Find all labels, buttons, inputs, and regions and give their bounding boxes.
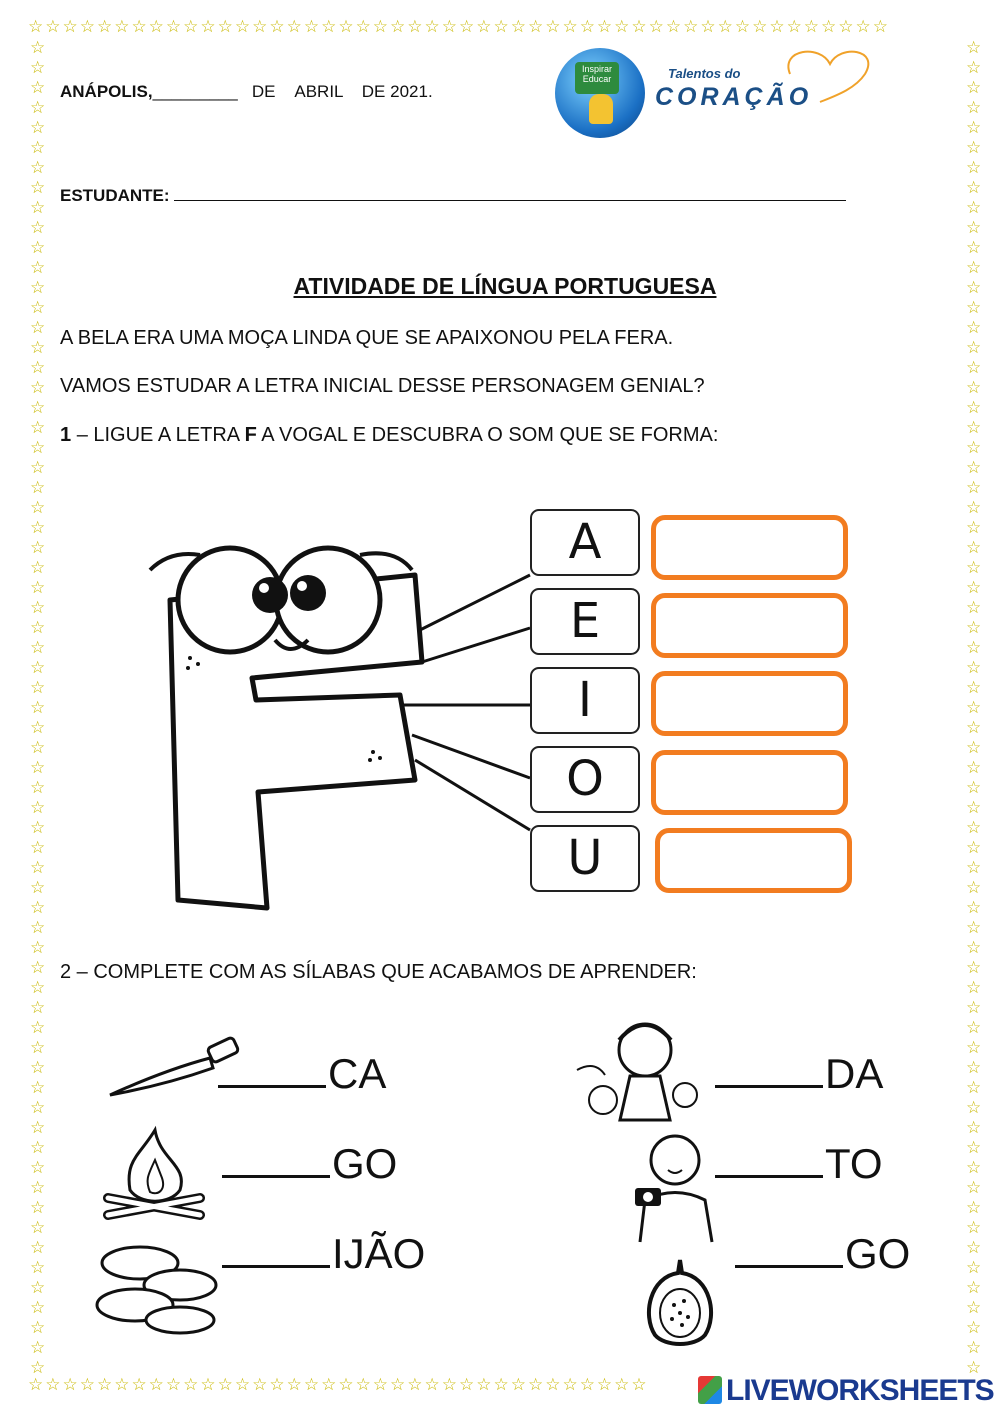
vowel-box-o: O: [530, 746, 640, 813]
brand-top-text: Talentos do: [668, 66, 741, 81]
heart-outline-icon: [780, 44, 880, 104]
star-border-left: ☆☆☆☆☆☆☆☆☆☆☆☆☆☆☆☆☆☆☆☆☆☆☆☆☆☆☆☆☆☆☆☆☆☆☆☆☆☆☆☆☆☆☆☆☆☆☆☆☆☆☆☆☆☆☆☆☆☆☆☆☆☆☆☆☆☆☆: [30, 38, 46, 1377]
word-suffix-1: CA: [328, 1050, 387, 1097]
footer-logo-text: LIVEWORKSHEETS: [726, 1374, 994, 1407]
q1-letter: F: [244, 424, 257, 446]
city-label: ANÁPOLIS,: [60, 82, 153, 101]
page-title: ATIVIDADE DE LÍNGUA PORTUGUESA: [293, 273, 717, 299]
campfire-icon: [100, 1120, 210, 1230]
word-blank-6: [735, 1230, 910, 1278]
word-suffix-6: GO: [845, 1230, 911, 1277]
word-blank-3: [222, 1230, 425, 1278]
month-label: ABRIL: [294, 82, 343, 101]
de-label-2: DE: [361, 82, 386, 101]
q1-number: 1: [60, 424, 72, 446]
letter-f-character-icon: [130, 530, 550, 930]
fill-in-2[interactable]: [222, 1175, 330, 1178]
date-line: [60, 82, 433, 102]
intro-line-1: A BELA ERA UMA MOÇA LINDA QUE SE APAIXONOU PELA FERA.: [60, 327, 674, 349]
star-border-bottom: ☆☆☆☆☆☆☆☆☆☆☆☆☆☆☆☆☆☆☆☆☆☆☆☆☆☆☆☆☆☆☆☆☆☆☆☆: [28, 1376, 649, 1394]
answer-input-fu[interactable]: [655, 828, 852, 893]
liveworksheets-logo: [698, 1374, 994, 1408]
photographer-icon: [630, 1130, 720, 1245]
beans-icon: [95, 1235, 225, 1335]
answer-input-fe[interactable]: [651, 593, 848, 658]
fairy-icon: [575, 1010, 700, 1135]
fill-in-3[interactable]: [222, 1265, 330, 1268]
answer-input-fo[interactable]: [651, 750, 848, 815]
date-blank[interactable]: _________: [152, 82, 238, 101]
answer-input-fa[interactable]: [651, 515, 848, 580]
logo-badge: Inspirar Educar: [575, 62, 619, 94]
school-logo-icon: [555, 48, 645, 138]
word-suffix-2: GO: [332, 1140, 398, 1187]
liveworksheets-mark-icon: [698, 1376, 722, 1404]
vowel-box-u: U: [530, 825, 640, 892]
de-label-1: DE: [251, 82, 276, 101]
year-label: 2021.: [390, 82, 433, 101]
q1-text-before: – LIGUE A LETRA: [76, 424, 239, 446]
question-1: [60, 424, 718, 447]
vowel-box-e: E: [530, 588, 640, 655]
word-blank-2: [222, 1140, 397, 1188]
intro-line-2: VAMOS ESTUDAR A LETRA INICIAL DESSE PERSONAGEM GENIAL?: [60, 375, 705, 397]
star-border-top: ☆☆☆☆☆☆☆☆☆☆☆☆☆☆☆☆☆☆☆☆☆☆☆☆☆☆☆☆☆☆☆☆☆☆☆☆☆☆☆☆☆☆☆☆☆☆☆☆☆☆: [28, 18, 891, 36]
word-suffix-3: IJÃO: [332, 1230, 426, 1277]
word-suffix-4: DA: [825, 1050, 884, 1097]
word-suffix-5: TO: [825, 1140, 883, 1187]
fig-icon: [640, 1255, 720, 1350]
fill-in-6[interactable]: [735, 1265, 843, 1268]
fill-in-4[interactable]: [715, 1085, 823, 1088]
student-line: [60, 186, 846, 206]
brand-main-text: CORAÇÃO: [655, 83, 813, 111]
word-blank-1: [218, 1050, 386, 1098]
vowel-box-i: I: [530, 667, 640, 734]
logo-child-figure: [589, 94, 613, 124]
vowel-box-a: A: [530, 509, 640, 576]
word-blank-4: [715, 1050, 883, 1098]
answer-input-fi[interactable]: [651, 671, 848, 736]
fill-in-1[interactable]: [218, 1085, 326, 1088]
student-name-field[interactable]: [174, 200, 846, 201]
student-label: ESTUDANTE:: [60, 186, 170, 205]
star-border-right: ☆☆☆☆☆☆☆☆☆☆☆☆☆☆☆☆☆☆☆☆☆☆☆☆☆☆☆☆☆☆☆☆☆☆☆☆☆☆☆☆☆☆☆☆☆☆☆☆☆☆☆☆☆☆☆☆☆☆☆☆☆☆☆☆☆☆☆: [966, 38, 982, 1377]
question-2: 2 – COMPLETE COM AS SÍLABAS QUE ACABAMOS DE APRENDER:: [60, 961, 697, 983]
word-blank-5: [715, 1140, 883, 1188]
q1-text-after: A VOGAL E DESCUBRA O SOM QUE SE FORMA:: [261, 424, 719, 446]
fill-in-5[interactable]: [715, 1175, 823, 1178]
